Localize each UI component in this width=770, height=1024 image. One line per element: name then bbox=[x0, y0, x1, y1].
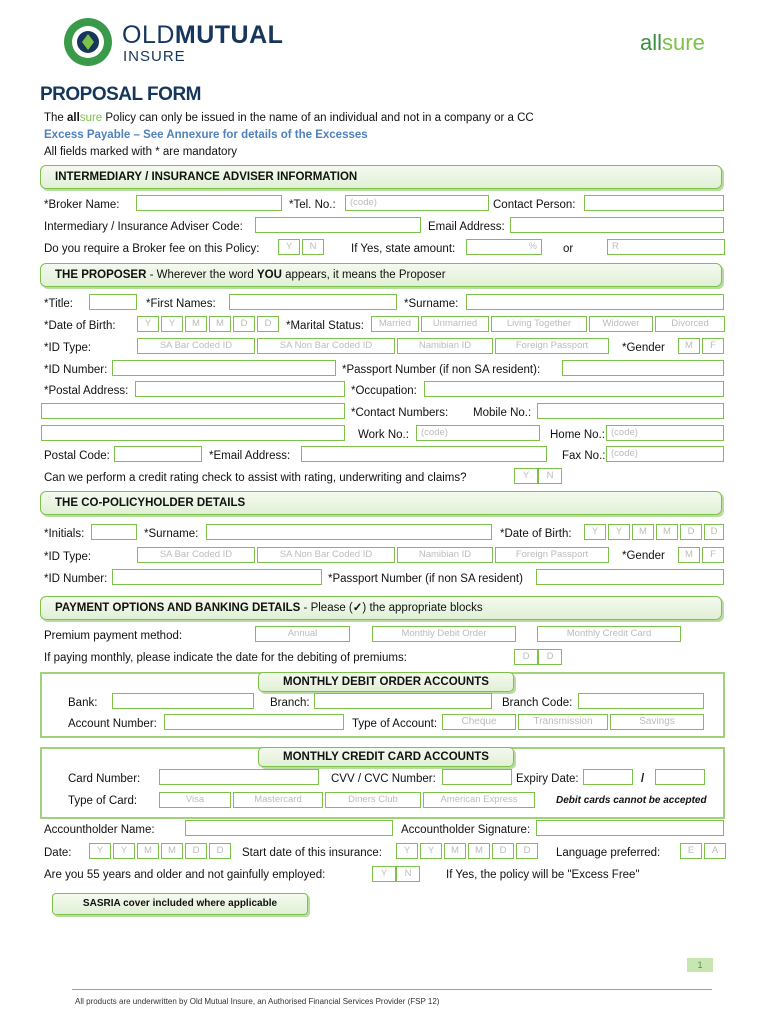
card-type-mastercard[interactable]: Mastercard bbox=[233, 792, 323, 808]
card-type-label: Type of Card: bbox=[68, 795, 138, 807]
if-yes-amount-label: If Yes, state amount: bbox=[351, 243, 456, 255]
allsure-logo bbox=[640, 30, 705, 56]
age55-label: Are you 55 years and older and not gainfully employed: bbox=[44, 869, 326, 881]
credit-card-header: MONTHLY CREDIT CARD ACCOUNTS bbox=[258, 747, 514, 767]
contact-person-input[interactable] bbox=[584, 195, 724, 211]
language-label: Language preferred: bbox=[556, 847, 661, 859]
home-label: Home No.: bbox=[550, 429, 605, 441]
initials-label: *Initials: bbox=[44, 528, 85, 540]
broker-fee-percent-input[interactable]: % bbox=[466, 239, 542, 255]
email-address-input[interactable] bbox=[301, 446, 547, 462]
title-label: *Title: bbox=[44, 298, 73, 310]
date-label: Date: bbox=[44, 847, 72, 859]
co-id-type-foreign-passport[interactable]: Foreign Passport bbox=[495, 547, 609, 563]
premium-monthly-debit[interactable]: Monthly Debit Order bbox=[372, 626, 516, 642]
section-copolicy-header: THE CO-POLICYHOLDER DETAILS bbox=[40, 491, 722, 515]
cvv-label: CVV / CVC Number: bbox=[331, 773, 436, 785]
old-mutual-emblem-icon bbox=[62, 16, 114, 68]
start-date-cell-1[interactable]: Y bbox=[396, 843, 418, 859]
premium-monthly-credit[interactable]: Monthly Credit Card bbox=[537, 626, 681, 642]
card-number-label: Card Number: bbox=[68, 773, 141, 785]
expiry-month-input[interactable] bbox=[583, 769, 633, 785]
gender-female[interactable]: F bbox=[702, 338, 724, 354]
holder-signature-label: Accountholder Signature: bbox=[401, 824, 531, 836]
occupation-label: *Occupation: bbox=[351, 385, 417, 397]
marital-divorced[interactable]: Divorced bbox=[655, 316, 725, 332]
branch-code-label: Branch Code: bbox=[502, 697, 573, 709]
footer-rule bbox=[72, 989, 712, 990]
marital-status-label: *Marital Status: bbox=[286, 320, 364, 332]
id-type-sa-non-bar-coded[interactable]: SA Non Bar Coded ID bbox=[257, 338, 395, 354]
credit-check-no[interactable]: N bbox=[538, 468, 562, 484]
branch-code-input[interactable] bbox=[578, 693, 704, 709]
dob-cell-1[interactable]: Y bbox=[137, 316, 159, 332]
surname-input[interactable] bbox=[466, 294, 724, 310]
broker-name-label: *Broker Name: bbox=[44, 199, 120, 211]
language-afrikaans[interactable]: A bbox=[704, 843, 726, 859]
age55-no[interactable]: N bbox=[396, 866, 420, 882]
mobile-label: Mobile No.: bbox=[473, 407, 532, 419]
gender-male[interactable]: M bbox=[678, 338, 700, 354]
co-dob-cell-1[interactable]: Y bbox=[584, 524, 606, 540]
email-label: Email Address: bbox=[428, 221, 505, 233]
account-type-savings[interactable]: Savings bbox=[610, 714, 704, 730]
co-passport-label: *Passport Number (if non SA resident) bbox=[328, 573, 523, 585]
broker-fee-yes[interactable]: Y bbox=[278, 239, 300, 255]
date-cell-6[interactable]: D bbox=[209, 843, 231, 859]
date-cell-2[interactable]: Y bbox=[113, 843, 135, 859]
date-cell-1[interactable]: Y bbox=[89, 843, 111, 859]
brand-old: OLD bbox=[122, 21, 175, 49]
bank-input[interactable] bbox=[112, 693, 254, 709]
page-number: 1 bbox=[687, 958, 713, 972]
old-mutual-logo bbox=[62, 16, 302, 68]
account-type-label: Type of Account: bbox=[352, 718, 438, 730]
mobile-input[interactable] bbox=[537, 403, 724, 419]
debit-date-cell-2[interactable]: D bbox=[538, 649, 562, 665]
expiry-year-input[interactable] bbox=[655, 769, 705, 785]
contact-person-label: Contact Person: bbox=[493, 199, 576, 211]
start-date-cell-5[interactable]: D bbox=[492, 843, 514, 859]
holder-name-label: Accountholder Name: bbox=[44, 824, 155, 836]
intro-excess-note: Excess Payable – See Annexure for details of the Excesses bbox=[44, 129, 368, 141]
id-type-namibian[interactable]: Namibian ID bbox=[397, 338, 493, 354]
footer-text: All products are underwritten by Old Mutual Insure, an Authorised Financial Services Provider (FSP 12) bbox=[75, 997, 440, 1006]
debit-order-header: MONTHLY DEBIT ORDER ACCOUNTS bbox=[258, 672, 514, 692]
age55-yes[interactable]: Y bbox=[372, 866, 396, 882]
marital-living-together[interactable]: Living Together bbox=[491, 316, 587, 332]
bank-label: Bank: bbox=[68, 697, 98, 709]
account-type-transmission[interactable]: Transmission bbox=[518, 714, 608, 730]
card-type-visa[interactable]: Visa bbox=[159, 792, 231, 808]
adviser-code-label: Intermediary / Insurance Adviser Code: bbox=[44, 221, 243, 233]
start-date-cell-4[interactable]: M bbox=[468, 843, 490, 859]
id-type-foreign-passport[interactable]: Foreign Passport bbox=[495, 338, 609, 354]
co-dob-label: *Date of Birth: bbox=[500, 528, 572, 540]
broker-name-input[interactable] bbox=[136, 195, 282, 211]
account-type-cheque[interactable]: Cheque bbox=[442, 714, 516, 730]
debit-card-note: Debit cards cannot be accepted bbox=[556, 795, 707, 806]
branch-label: Branch: bbox=[270, 697, 310, 709]
surname-label: *Surname: bbox=[404, 298, 459, 310]
co-gender-female[interactable]: F bbox=[702, 547, 724, 563]
co-gender-label: *Gender bbox=[622, 550, 665, 562]
id-type-sa-bar-coded[interactable]: SA Bar Coded ID bbox=[137, 338, 255, 354]
email-input[interactable] bbox=[510, 217, 724, 233]
dob-cell-3[interactable]: M bbox=[185, 316, 207, 332]
brand-insure: INSURE bbox=[123, 48, 186, 65]
postal-address-input-1[interactable] bbox=[135, 381, 345, 397]
expiry-slash: / bbox=[641, 773, 645, 785]
date-cell-3[interactable]: M bbox=[137, 843, 159, 859]
debit-date-label: If paying monthly, please indicate the date for the debiting of premiums: bbox=[44, 652, 407, 664]
debit-date-cell-1[interactable]: D bbox=[514, 649, 538, 665]
card-type-diners[interactable]: Diners Club bbox=[325, 792, 421, 808]
fax-label: Fax No.: bbox=[562, 450, 606, 462]
holder-name-input[interactable] bbox=[185, 820, 393, 836]
dob-label: *Date of Birth: bbox=[44, 320, 116, 332]
excess-free-note: If Yes, the policy will be "Excess Free" bbox=[446, 869, 640, 881]
marital-widower[interactable]: Widower bbox=[589, 316, 653, 332]
co-surname-input[interactable] bbox=[206, 524, 492, 540]
marital-married[interactable]: Married bbox=[371, 316, 419, 332]
date-cell-5[interactable]: D bbox=[185, 843, 207, 859]
contact-numbers-label: *Contact Numbers: bbox=[351, 407, 449, 419]
cvv-input[interactable] bbox=[442, 769, 512, 785]
credit-check-label: Can we perform a credit rating check to assist with rating, underwriting and claims? bbox=[44, 472, 467, 484]
id-number-label: *ID Number: bbox=[44, 364, 108, 376]
postal-code-label: Postal Code: bbox=[44, 450, 110, 462]
occupation-input[interactable] bbox=[424, 381, 724, 397]
id-type-label: *ID Type: bbox=[44, 342, 92, 354]
co-dob-cell-2[interactable]: Y bbox=[608, 524, 630, 540]
email-address-label: *Email Address: bbox=[209, 450, 291, 462]
sasria-badge: SASRIA cover included where applicable bbox=[52, 893, 308, 915]
brand-mutual: MUTUAL bbox=[174, 21, 284, 49]
passport-label: *Passport Number (if non SA resident): bbox=[342, 364, 541, 376]
dob-cell-2[interactable]: Y bbox=[161, 316, 183, 332]
work-input[interactable]: (code) bbox=[416, 425, 540, 441]
start-date-label: Start date of this insurance: bbox=[242, 847, 382, 859]
passport-input[interactable] bbox=[562, 360, 724, 376]
co-id-number-label: *ID Number: bbox=[44, 573, 108, 585]
page-title: PROPOSAL FORM bbox=[40, 84, 201, 105]
start-date-cell-6[interactable]: D bbox=[516, 843, 538, 859]
account-number-label: Account Number: bbox=[68, 718, 157, 730]
dob-cell-4[interactable]: M bbox=[209, 316, 231, 332]
initials-input[interactable] bbox=[91, 524, 137, 540]
co-passport-input[interactable] bbox=[536, 569, 724, 585]
co-dob-cell-5[interactable]: D bbox=[680, 524, 702, 540]
postal-address-input-2[interactable] bbox=[41, 403, 345, 419]
first-names-input[interactable] bbox=[229, 294, 397, 310]
premium-annual[interactable]: Annual bbox=[255, 626, 350, 642]
date-cell-4[interactable]: M bbox=[161, 843, 183, 859]
expiry-label: Expiry Date: bbox=[516, 773, 579, 785]
broker-fee-rand-input[interactable]: R bbox=[607, 239, 725, 255]
broker-fee-label: Do you require a Broker fee on this Policy: bbox=[44, 243, 260, 255]
broker-fee-no[interactable]: N bbox=[302, 239, 324, 255]
marital-unmarried[interactable]: Unmarried bbox=[421, 316, 489, 332]
home-input[interactable]: (code) bbox=[606, 425, 724, 441]
id-number-input[interactable] bbox=[112, 360, 336, 376]
co-id-type-sa-non-bar-coded[interactable]: SA Non Bar Coded ID bbox=[257, 547, 395, 563]
co-surname-label: *Surname: bbox=[144, 528, 199, 540]
or-label: or bbox=[563, 243, 574, 255]
co-dob-cell-3[interactable]: M bbox=[632, 524, 654, 540]
section-proposer-header: THE PROPOSER - Wherever the word YOU appears, it means the Proposer bbox=[40, 263, 722, 287]
postal-address-input-3[interactable] bbox=[41, 425, 345, 441]
postal-code-input[interactable] bbox=[114, 446, 202, 462]
section-payment-header: PAYMENT OPTIONS AND BANKING DETAILS - Please (✓) the appropriate blocks bbox=[40, 596, 722, 620]
co-dob-cell-6[interactable]: D bbox=[704, 524, 724, 540]
tel-no-label: *Tel. No.: bbox=[289, 199, 336, 211]
allsure-all: all bbox=[640, 30, 663, 55]
co-gender-male[interactable]: M bbox=[678, 547, 700, 563]
dob-cell-5[interactable]: D bbox=[233, 316, 255, 332]
title-input[interactable] bbox=[89, 294, 137, 310]
adviser-code-input[interactable] bbox=[255, 217, 421, 233]
language-english[interactable]: E bbox=[680, 843, 702, 859]
tel-no-input[interactable]: (code) bbox=[345, 195, 489, 211]
branch-input[interactable] bbox=[314, 693, 492, 709]
card-number-input[interactable] bbox=[159, 769, 319, 785]
co-dob-cell-4[interactable]: M bbox=[656, 524, 678, 540]
postal-address-label: *Postal Address: bbox=[44, 385, 129, 397]
allsure-sure: sure bbox=[662, 30, 705, 55]
work-label: Work No.: bbox=[358, 429, 409, 441]
co-id-type-namibian[interactable]: Namibian ID bbox=[397, 547, 493, 563]
card-type-amex[interactable]: American Express bbox=[423, 792, 535, 808]
co-id-type-label: *ID Type: bbox=[44, 551, 92, 563]
fax-input[interactable]: (code) bbox=[606, 446, 724, 462]
co-id-number-input[interactable] bbox=[112, 569, 322, 585]
section-intermediary-header: INTERMEDIARY / INSURANCE ADVISER INFORMATION bbox=[40, 165, 722, 189]
account-number-input[interactable] bbox=[164, 714, 344, 730]
intro-mandatory-note: All fields marked with * are mandatory bbox=[44, 146, 238, 158]
holder-signature-input[interactable] bbox=[536, 820, 724, 836]
start-date-cell-2[interactable]: Y bbox=[420, 843, 442, 859]
credit-check-yes[interactable]: Y bbox=[514, 468, 538, 484]
first-names-label: *First Names: bbox=[146, 298, 216, 310]
premium-method-label: Premium payment method: bbox=[44, 630, 183, 642]
start-date-cell-3[interactable]: M bbox=[444, 843, 466, 859]
co-id-type-sa-bar-coded[interactable]: SA Bar Coded ID bbox=[137, 547, 255, 563]
dob-cell-6[interactable]: D bbox=[257, 316, 279, 332]
intro-line-1: The allsure Policy can only be issued in the name of an individual and not in a company or a CC bbox=[44, 112, 534, 124]
gender-label: *Gender bbox=[622, 342, 665, 354]
